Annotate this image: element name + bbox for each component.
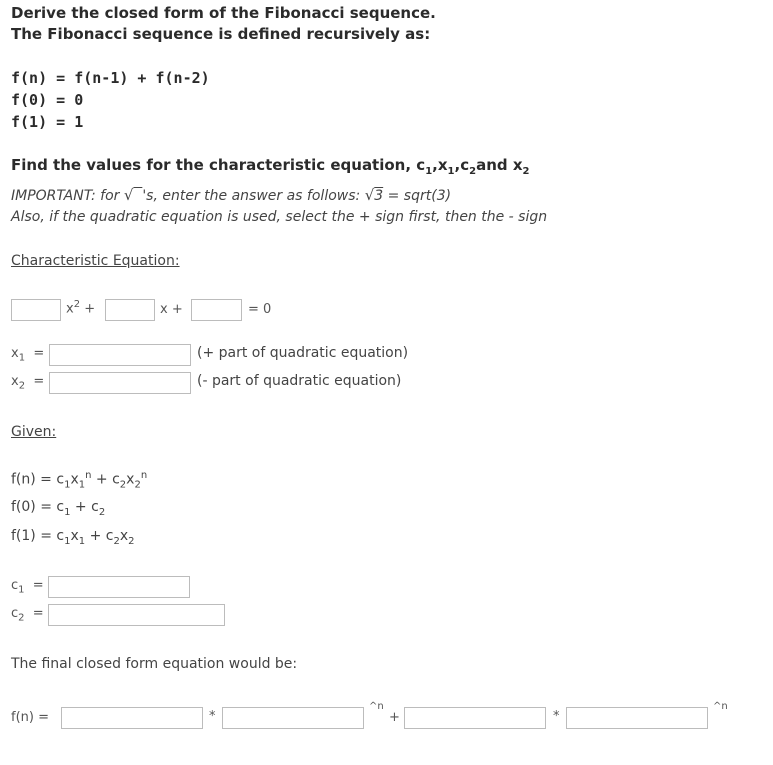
sqrt-icon: √ bbox=[364, 186, 375, 204]
recursion-line-1: f(n) = f(n-1) + f(n-2) bbox=[11, 69, 210, 87]
times-symbol-2: * bbox=[553, 709, 560, 724]
given-line-3: $f(1) = c_1x_1 + c_2x_2$ bbox=[11, 528, 135, 547]
x1-label: $x_1$ = bbox=[11, 346, 45, 364]
sqrt-icon: √ bbox=[123, 186, 134, 204]
question-subtitle: The Fibonacci sequence is defined recursively as: bbox=[11, 25, 431, 43]
power-n-2: ^n bbox=[713, 701, 728, 712]
plus-part-note: (+ part of quadratic equation) bbox=[197, 345, 409, 361]
x1-input[interactable] bbox=[49, 344, 191, 366]
find-values-instruction: Find the values for the characteristic equation, $c_1,x_1,c_2and$ $x_2$ bbox=[11, 156, 530, 177]
final-input-3[interactable] bbox=[404, 707, 546, 729]
c1-label: $c_1$ = bbox=[11, 578, 44, 596]
recursion-line-3: f(1) = 1 bbox=[11, 113, 84, 131]
coef-b-input[interactable] bbox=[105, 299, 155, 321]
recursion-line-2: f(0) = 0 bbox=[11, 91, 84, 109]
sqrt-vinculum bbox=[133, 188, 142, 204]
question-title: Derive the closed form of the Fibonacci sequence. bbox=[11, 4, 436, 22]
characteristic-heading: Characteristic Equation: bbox=[11, 253, 180, 269]
x-term: x + bbox=[160, 302, 183, 317]
fn-label: f(n) = bbox=[11, 710, 49, 725]
c2-label: $c_2$ = bbox=[11, 606, 44, 624]
power-n-1: ^n bbox=[369, 701, 384, 712]
c1-input[interactable] bbox=[48, 576, 190, 598]
important-note: IMPORTANT: for √ 's, enter the answer as follows: √3 = sqrt(3) bbox=[11, 186, 452, 204]
quadratic-sign-note: Also, if the quadratic equation is used, select the + sign first, then the - sign bbox=[11, 209, 548, 225]
x2-label: $x_2$ = bbox=[11, 374, 45, 392]
times-symbol-1: * bbox=[209, 709, 216, 724]
x-squared-term: $x^2$ + bbox=[66, 299, 96, 317]
given-line-2: $f(0) = c_1 + c_2$ bbox=[11, 499, 106, 518]
final-input-4[interactable] bbox=[566, 707, 708, 729]
coef-a-input[interactable] bbox=[11, 299, 61, 321]
given-line-1: $f(n) = c_1x_1^n + c_2x_2^n$ bbox=[11, 470, 148, 491]
given-heading: Given: bbox=[11, 424, 57, 440]
c2-input[interactable] bbox=[48, 604, 225, 626]
equals-zero: = 0 bbox=[248, 302, 272, 317]
final-input-1[interactable] bbox=[61, 707, 203, 729]
final-form-prompt: The final closed form equation would be: bbox=[11, 656, 298, 672]
x2-input[interactable] bbox=[49, 372, 191, 394]
coef-c-input[interactable] bbox=[191, 299, 242, 321]
plus-symbol: + bbox=[389, 710, 400, 725]
minus-part-note: (- part of quadratic equation) bbox=[197, 373, 402, 389]
final-input-2[interactable] bbox=[222, 707, 364, 729]
